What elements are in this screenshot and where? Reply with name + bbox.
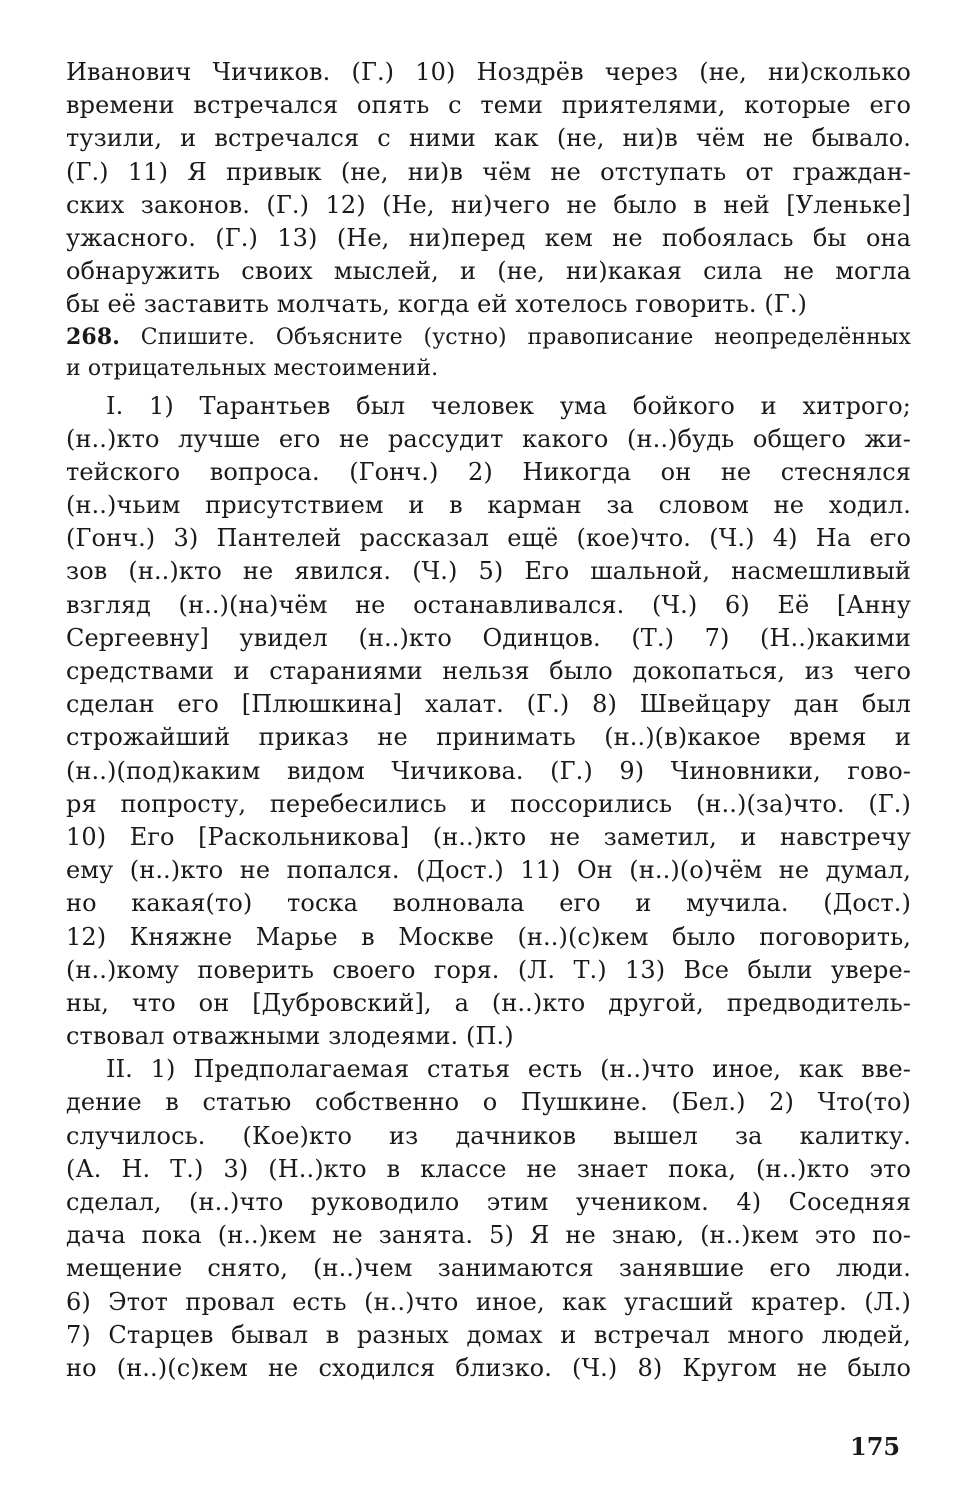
text-line: ря попросту, перебесились и поссорились (н..)(за)что. (Г.) [66, 789, 911, 818]
task-line [66, 322, 911, 353]
text-line: но (н..)(с)кем не сходился близко. (Ч.) 8) Кругом не было [66, 1353, 911, 1382]
text-line: I. 1) Тарантьев был человек ума бойкого и хитрого; [106, 391, 911, 420]
text-line: мещение снято, (н..)чем занимаются занявшие его люди. [66, 1254, 911, 1283]
text-line: случилось. (Кое)кто из дачников вышел за калитку. [66, 1121, 911, 1150]
text-line: сделал, (н..)что руководило этим учеником. 4) Соседняя [66, 1188, 911, 1216]
text-line: ствовал отважными злодеями. (П.) [66, 1022, 514, 1051]
text-line: (н..)чьим присутствием и в карман за словом не ходил. [66, 491, 911, 520]
text-line: тейского вопроса. (Гонч.) 2) Никогда он не стеснялся [66, 457, 911, 486]
text-line: бы её заставить молчать, когда ей хотелось говорить. (Г.) [66, 290, 808, 319]
text-line: (А. Н. Т.) 3) (Н..)кто в классе не знает пока, (н..)кто это [66, 1154, 911, 1183]
text-line: (Гонч.) 3) Пантелей рассказал ещё (кое)что. (Ч.) 4) На его [66, 524, 911, 553]
text-line: (н..)кому поверить своего горя. (Л. Т.) 13) Все были увере- [66, 955, 911, 984]
text-line: Иванович Чичиков. (Г.) 10) Ноздрёв через (не, ни)сколько [66, 58, 911, 86]
text-line: времени встречался опять с теми приятелями, которые его [66, 91, 911, 120]
exercise-number: 268. [66, 323, 120, 350]
text-line: (Г.) 11) Я привык (не, ни)в чём не отступать от граждан- [66, 157, 911, 186]
text-block-continuation [66, 56, 911, 322]
text-line: средствами и стараниями нельзя было докопаться, из чего [66, 657, 911, 685]
text-line: ны, что он [Дубровский], а (н..)кто другой, предводитель- [66, 988, 911, 1017]
text-line: строжайший приказ не принимать (н..)(в)какое время и [66, 723, 911, 752]
exercise-section-1 [66, 390, 911, 1054]
exercise-task [66, 322, 911, 384]
task-line: и отрицательных местоимений. [66, 355, 439, 381]
text-line: дача пока (н..)кем не занята. 5) Я не знаю, (н..)кем это по- [66, 1221, 911, 1250]
task-instruction: Спишите. Объясните (устно) правописание неопределённых [140, 324, 912, 350]
text-line: зов (н..)кто не явился. (Ч.) 5) Его шальной, насмешливый [66, 557, 911, 586]
text-line: сделан его [Плюшкина] халат. (Г.) 8) Швейцару дан был [66, 690, 911, 719]
text-line: (н..)(под)каким видом Чичикова. (Г.) 9) Чиновники, гово- [66, 756, 911, 785]
text-line: 12) Княжне Марье в Москве (н..)(с)кем было поговорить, [66, 922, 911, 951]
page-content [66, 56, 911, 1385]
text-line: ужасного. (Г.) 13) (Не, ни)перед кем не побоялась бы она [66, 223, 911, 252]
text-line: Сергеевну] увидел (н..)кто Одинцов. (Т.) 7) (Н..)какими [66, 623, 911, 652]
exercise-section-2 [66, 1053, 911, 1385]
text-line: дение в статью собственно о Пушкине. (Бел.) 2) Что(то) [66, 1088, 911, 1117]
text-line: взгляд (н..)(на)чём не останавливался. (Ч.) 6) Её [Анну [66, 590, 911, 619]
text-line: 7) Старцев бывал в разных домах и встречал много людей, [66, 1320, 911, 1349]
text-line: тузили, и встречался с ними как (не, ни)в чём не бывало. [66, 124, 911, 153]
text-line: обнаружить своих мыслей, и (не, ни)какая сила не могла [66, 257, 911, 286]
text-line: но какая(то) тоска волновала его и мучила. (Дост.) [66, 889, 911, 918]
text-line: (н..)кто лучше его не рассудит какого (н..)будь общего жи- [66, 424, 911, 453]
text-line: ему (н..)кто не попался. (Дост.) 11) Он (н..)(о)чём не думал, [66, 856, 911, 885]
text-line: 10) Его [Раскольникова] (н..)кто не заметил, и навстречу [66, 822, 911, 851]
page-number: 175 [850, 1432, 901, 1461]
text-line: ских законов. (Г.) 12) (Не, ни)чего не было в ней [Уленьке] [66, 190, 911, 219]
text-line: 6) Этот провал есть (н..)что иное, как угасший кратер. (Л.) [66, 1287, 911, 1316]
text-line: II. 1) Предполагаемая статья есть (н..)что иное, как вве- [106, 1055, 911, 1084]
